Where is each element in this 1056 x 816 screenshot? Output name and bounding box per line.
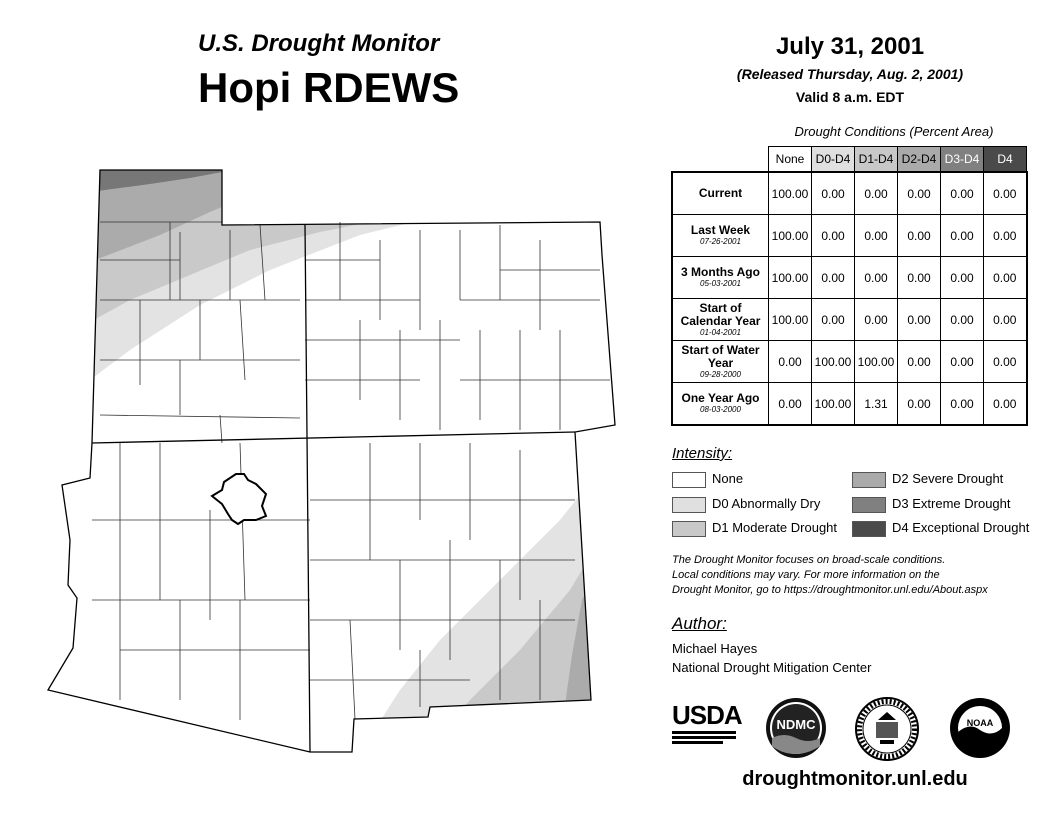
cell: 100.00 [769,172,812,215]
cell: 0.00 [855,172,898,215]
table-row [672,215,1027,257]
table-row [672,383,1027,426]
cell: 0.00 [898,172,941,215]
cell: 0.00 [769,341,812,383]
legend-label: D0 Abnormally Dry [712,496,821,511]
table-header-row [672,147,1027,173]
cell: 0.00 [941,383,984,426]
legend-title: Intensity: [672,445,733,462]
valid-time: Valid 8 a.m. EDT [795,89,905,105]
map-date: July 31, 2001 [775,33,925,60]
legend-swatch [672,521,706,537]
note-line: The Drought Monitor focuses on broad-scale conditions. [672,554,946,566]
disclaimer-note [672,553,1042,598]
noaa-logo [948,696,1012,760]
cell: 100.00 [769,215,812,257]
cell: 0.00 [941,215,984,257]
cell: 100.00 [769,257,812,299]
note-line: Drought Monitor, go to https://droughtmonitor.unl.edu/About.aspx [672,584,988,596]
legend-label: D1 Moderate Drought [712,520,838,535]
table-row [672,341,1027,383]
table-row [672,257,1027,299]
drought-map [40,165,620,765]
table-row [672,299,1027,341]
col-d0-d4: D0-D4 [812,147,855,173]
row-label: One Year Ago 08-03-2000 [672,383,769,426]
cell: 1.31 [855,383,898,426]
author-title: Author: [672,614,727,633]
svg-text:NOAA: NOAA [966,718,994,728]
note-line: Local conditions may vary. For more information on the [672,569,940,581]
legend-swatch [672,497,706,513]
cell: 0.00 [898,341,941,383]
col-d3-d4: D3-D4 [941,147,984,173]
row-label: Start of Water Year 09-28-2000 [672,341,769,383]
header-blank [672,147,769,173]
cell: 0.00 [812,257,855,299]
legend-swatch [852,521,886,537]
legend-swatch [852,497,886,513]
cell: 0.00 [984,172,1027,215]
legend-label: None [712,471,744,486]
cell: 0.00 [769,383,812,426]
map-subtitle: U.S. Drought Monitor [198,30,440,57]
row-label: Start of Calendar Year 01-04-2001 [672,299,769,341]
cell: 0.00 [898,383,941,426]
release-date: (Released Thursday, Aug. 2, 2001) [736,66,964,82]
col-d4: D4 [984,147,1027,173]
col-d2-d4: D2-D4 [898,147,941,173]
cell: 0.00 [812,172,855,215]
row-label: Current [672,172,769,215]
table-row [672,172,1027,215]
cell: 0.00 [941,257,984,299]
col-none: None [769,147,812,173]
cell: 0.00 [941,299,984,341]
cell: 0.00 [941,341,984,383]
author-name: Michael Hayes [672,641,758,656]
table-caption: Drought Conditions (Percent Area) [794,124,994,139]
cell: 0.00 [984,299,1027,341]
cell: 0.00 [812,215,855,257]
legend-label: D4 Exceptional Drought [892,520,1030,535]
cell: 0.00 [984,383,1027,426]
cell: 0.00 [855,215,898,257]
row-label: 3 Months Ago 05-03-2001 [672,257,769,299]
drought-conditions-table [671,146,1028,426]
drought-shading [40,165,620,765]
cell: 0.00 [812,299,855,341]
cell: 0.00 [941,172,984,215]
cell: 100.00 [812,341,855,383]
usda-logo [672,700,742,744]
cell: 0.00 [984,215,1027,257]
row-label: Last Week 07-26-2001 [672,215,769,257]
cell: 0.00 [855,299,898,341]
legend-label: D3 Extreme Drought [892,496,1011,511]
website-url[interactable]: droughtmonitor.unl.edu [742,768,968,790]
ndmc-logo [764,696,828,760]
col-d1-d4: D1-D4 [855,147,898,173]
commerce-seal-logo [854,696,920,762]
svg-text:NDMC: NDMC [776,717,816,732]
cell: 0.00 [898,257,941,299]
legend-swatch [852,472,886,488]
cell: 0.00 [984,257,1027,299]
cell: 100.00 [812,383,855,426]
cell: 0.00 [984,341,1027,383]
legend-swatch [672,472,706,488]
author-org: National Drought Mitigation Center [672,660,872,675]
cell: 100.00 [769,299,812,341]
cell: 100.00 [855,341,898,383]
region-title: Hopi RDEWS [198,64,460,111]
cell: 0.00 [898,215,941,257]
usda-logo-text: USDA [672,700,742,730]
cell: 0.00 [898,299,941,341]
cell: 0.00 [855,257,898,299]
legend-label: D2 Severe Drought [892,471,1004,486]
